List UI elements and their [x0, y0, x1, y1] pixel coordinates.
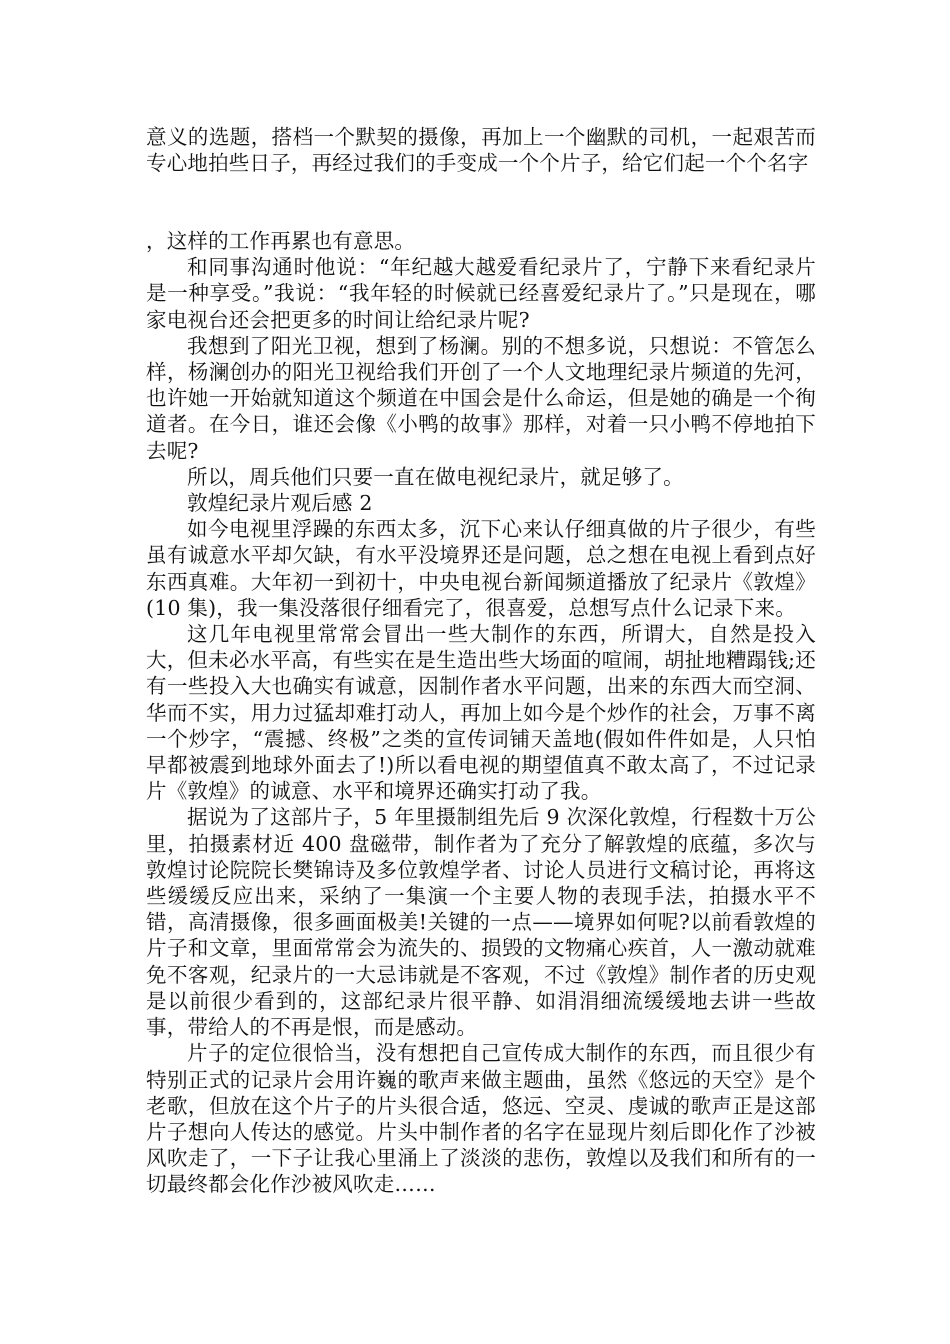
paragraph-positioning: 片子的定位很恰当，没有想把自己宣传成大制作的东西，而且很少有特别正式的记录片会用许巍的歌声来做主题曲，虽然《悠远的天空》是个老歌，但放在这个片子的片头很合适，悠远、空灵、虔诚的歌声正是这部片子想向人传达的感觉。片头中制作者的名字在显现片刻后即化作了沙被风吹走了，一下子让我心里涌上了淡淡的悲伤，敦煌以及我们和所有的一切最终都会化作沙被风吹走……	[146, 1041, 816, 1197]
paragraph-zhou-bing: 所以，周兵他们只要一直在做电视纪录片，就足够了。	[187, 464, 684, 489]
paragraph-colleague: 和同事沟通时他说：“年纪越大越爱看纪录片了，宁静下来看纪录片是一种享受。”我说：“我年轻的时候就已经喜爱纪录片了。”只是现在，哪家电视台还会把更多的时间让给纪录片呢?	[146, 255, 816, 332]
paragraph-tv-intro: 如今电视里浮躁的东西太多，沉下心来认仔细真做的片子很少，有些虽有诚意水平却欠缺，有水平没境界还是问题，总之想在电视上看到点好东西真难。大年初一到初十，中央电视台新闻频道播放了纪录片《敦煌》(10 集)，我一集没落很仔细看完了，很喜爱，总想写点什么记录下来。	[146, 517, 816, 620]
top-paragraph: 意义的选题，搭档一个默契的摄像，再加上一个幽默的司机，一起艰苦而专心地拍些日子，再经过我们的手变成一个个片子，给它们起一个个名字	[146, 125, 816, 176]
continuation-line: ，这样的工作再累也有意思。	[146, 229, 416, 253]
main-text-block	[146, 228, 816, 1198]
paragraph-filming: 据说为了这部片子，5 年里摄制组先后 9 次深化敦煌，行程数十万公里，拍摄素材近 400 盘磁带，制作者为了充分了解敦煌的底蕴，多次与敦煌讨论院院长樊锦诗及多位敦煌学者、讨论人员进行文稿讨论，再将这些缓缓反应出来，采纳了一集演一个主要人物的表现手法，拍摄水平不错，高清摄像，很多画面极美!关键的一点——境界如何呢?以前看敦煌的片子和文章，里面常常会为流失的、损毁的文物痛心疾首，人一激动就难免不客观，纪录片的一大忌讳就是不客观，不过《敦煌》制作者的历史观是以前很少看到的，这部纪录片很平静、如涓涓细流缓缓地去讲一些故事，带给人的不再是恨，而是感动。	[146, 805, 816, 1040]
top-text-block	[146, 124, 816, 176]
paragraph-big-productions: 这几年电视里常常会冒出一些大制作的东西，所谓大，自然是投入大，但未必水平高，有些实在是生造出些大场面的喧闹，胡扯地糟蹋钱;还有一些投入大也确实有诚意，因制作者水平问题，出来的东西大而空洞、华而不实，用力过猛却难打动人，再加上如今是个炒作的社会，万事不离一个炒字，“震撼、终极”之类的宣传词铺天盖地(假如件件如是，人只怕早都被震到地球外面去了!)所以看电视的期望值真不敢太高了，不过记录片《敦煌》的诚意、水平和境界还确实打动了我。	[146, 622, 816, 804]
paragraph-yang-lan: 我想到了阳光卫视，想到了杨澜。别的不想多说，只想说：不管怎么样，杨澜创办的阳光卫视给我们开创了一个人文地理纪录片频道的先河，也许她一开始就知道这个频道在中国会是什么命运，但是她的确是一个徇道者。在今日，谁还会像《小鸭的故事》那样，对着一只小鸭不停地拍下去呢?	[146, 333, 816, 463]
section-heading: 敦煌纪录片观后感 2	[187, 491, 373, 516]
